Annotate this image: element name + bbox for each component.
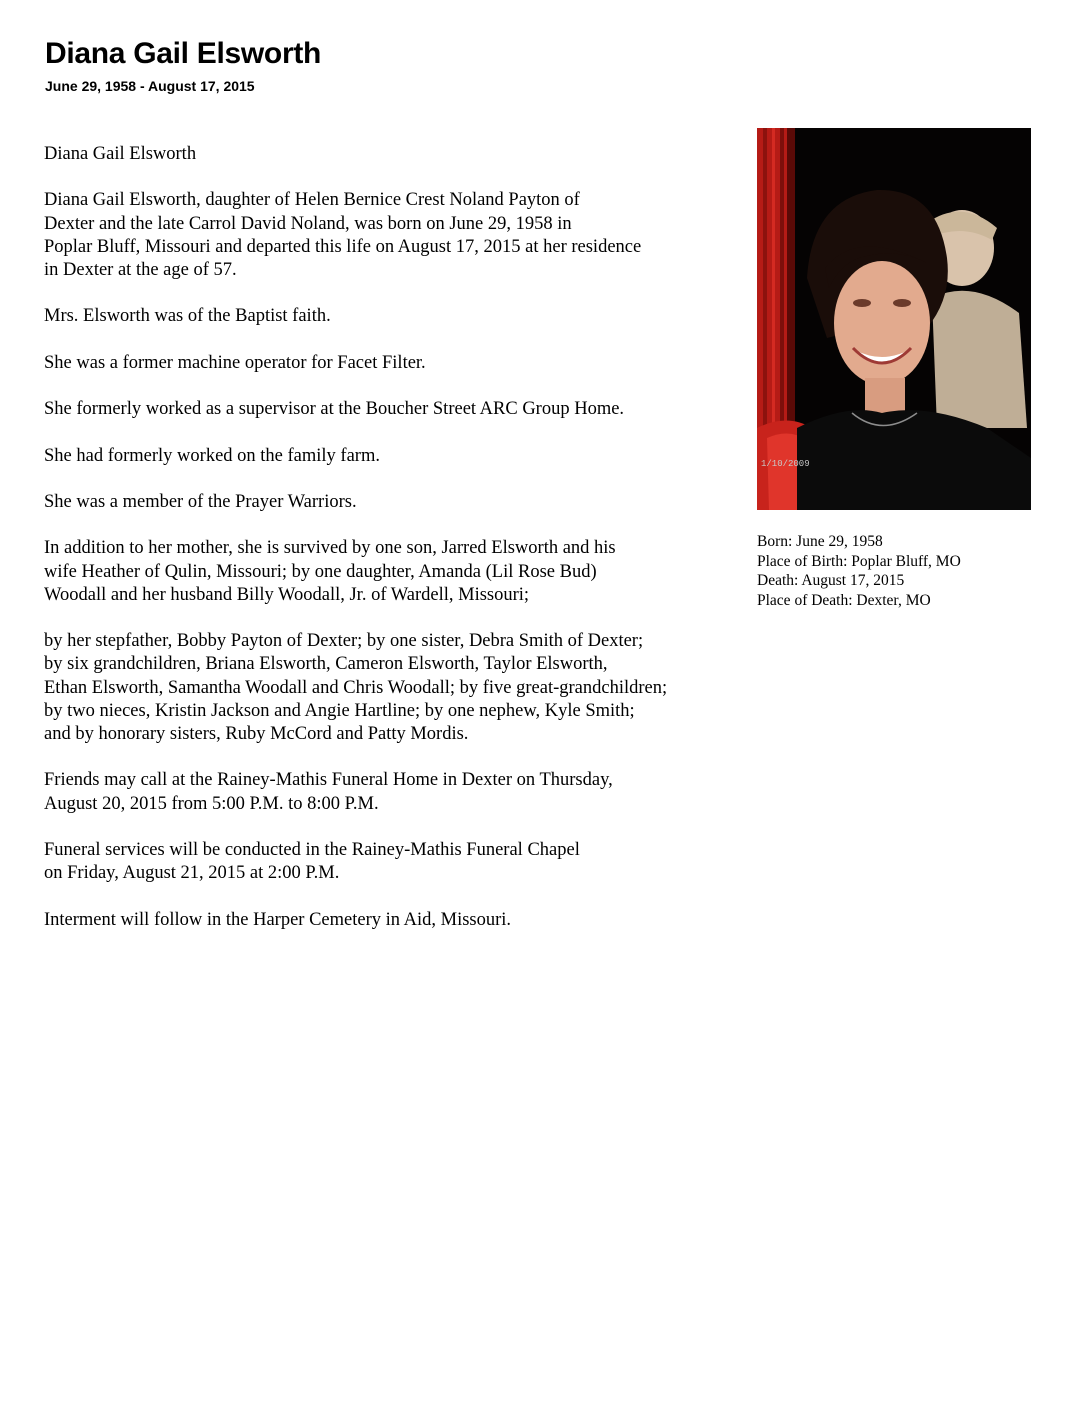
- paragraph-gap: [44, 468, 764, 491]
- paragraph-faith: Mrs. Elsworth was of the Baptist faith.: [44, 306, 331, 327]
- portrait-illustration: [757, 128, 1031, 510]
- paragraph-gap: [44, 166, 764, 189]
- intro-name: Diana Gail Elsworth: [44, 144, 197, 164]
- fact-deathplace: Place of Death: Dexter, MO: [757, 591, 931, 609]
- vital-facts: [757, 532, 961, 610]
- fact-born: Born: June 29, 1958: [757, 533, 883, 550]
- paragraph-gap: [44, 421, 764, 444]
- portrait-photo: [757, 128, 1031, 510]
- paragraph-survivors-children: In addition to her mother, she is survived by one son, Jarred Elsworth and his wife Heather of Qulin, Missouri; by one daughter, Amanda (Lil Rose Bud) Woodall and her husband Billy Woodall, Jr. of Wardell, Missouri;: [44, 538, 616, 605]
- paragraph-gap: [44, 885, 764, 908]
- paragraph-gap: [44, 375, 764, 398]
- paragraph-work-arc: She formerly worked as a supervisor at the Boucher Street ARC Group Home.: [44, 399, 625, 420]
- paragraph-gap: [44, 282, 764, 305]
- fact-death: Death: August 17, 2015: [757, 572, 905, 590]
- paragraph-survivors-family: by her stepfather, Bobby Payton of Dexter; by one sister, Debra Smith of Dexter; by six grandchildren, Briana Elsworth, Cameron Elsworth, Taylor Elsworth, Ethan Elsworth, Samantha Woodall and Chris Woodall; by five great-grandchildren; by two nieces, Kristin Jackson and Angie Hartline; by one nephew, Kyle Smith; and by honorary sisters, Ruby McCord and Patty Mordis.: [44, 631, 668, 744]
- paragraph-gap: [44, 514, 764, 537]
- paragraph-interment: Interment will follow in the Harper Cemetery in Aid, Missouri.: [44, 909, 512, 930]
- paragraph-gap: [44, 746, 764, 769]
- paragraph-work-facet: She was a former machine operator for Facet Filter.: [44, 352, 426, 373]
- paragraph-birth: Diana Gail Elsworth, daughter of Helen Bernice Crest Noland Payton of Dexter and the late Carrol David Noland, was born on June 29, 1958 in Poplar Bluff, Missouri and departed this life on August 17, 2015 at her residence in Dexter at the age of 57.: [44, 190, 642, 280]
- obituary-title: Diana Gail Elsworth: [45, 37, 322, 70]
- photo-date-stamp: 1/10/2009: [761, 459, 810, 469]
- paragraph-prayer-warriors: She was a member of the Prayer Warriors.: [44, 491, 357, 512]
- paragraph-visitation: Friends may call at the Rainey-Mathis Funeral Home in Dexter on Thursday, August 20, 2015 from 5:00 P.M. to 8:00 P.M.: [44, 770, 613, 814]
- paragraph-gap: [44, 607, 764, 630]
- paragraph-gap: [44, 329, 764, 352]
- life-dates: June 29, 1958 - August 17, 2015: [45, 78, 255, 94]
- fact-birthplace: Place of Birth: Poplar Bluff, MO: [757, 552, 961, 570]
- paragraph-work-farm: She had formerly worked on the family farm.: [44, 445, 380, 466]
- paragraph-funeral: Funeral services will be conducted in the Rainey-Mathis Funeral Chapel on Friday, August 21, 2015 at 2:00 P.M.: [44, 839, 580, 884]
- paragraph-gap: [44, 816, 764, 839]
- obituary-body: [44, 143, 764, 932]
